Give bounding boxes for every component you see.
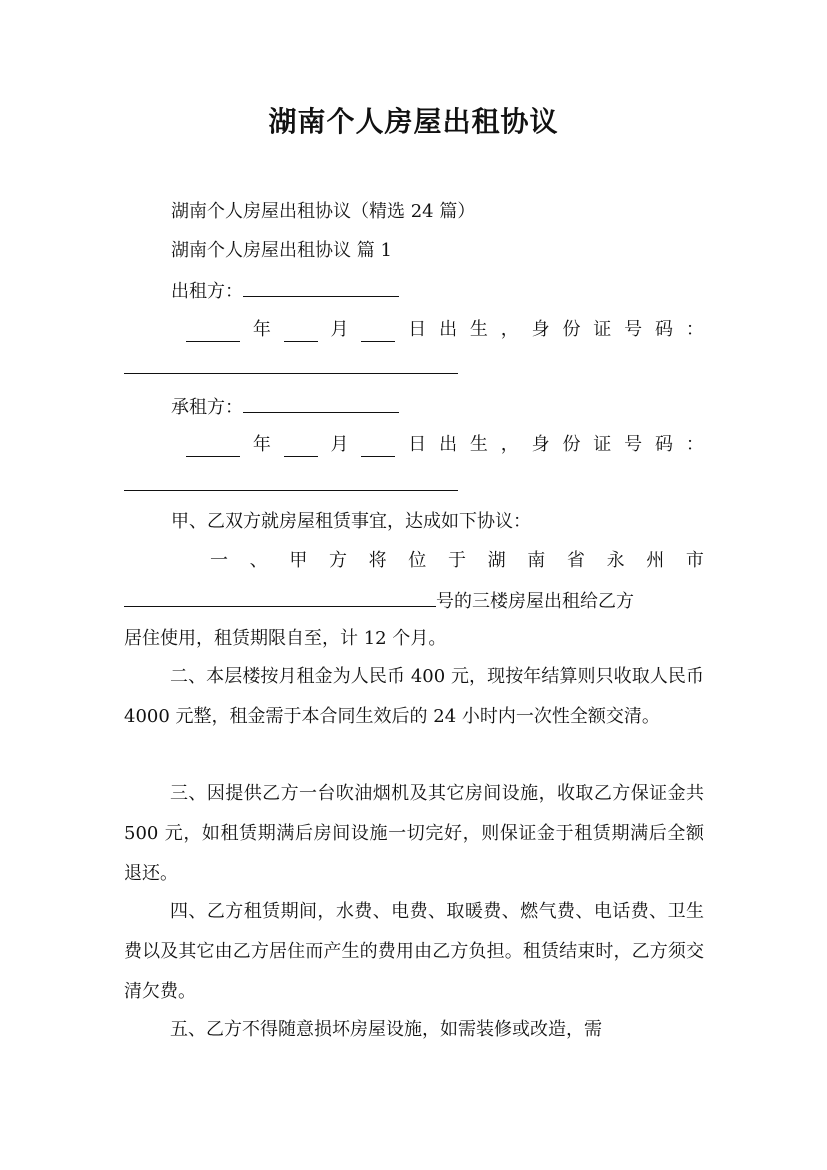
clause1-part: 位 <box>408 550 427 571</box>
lessor-year-blank <box>186 323 240 342</box>
clause1-line2 <box>124 588 704 614</box>
lessee-birth-line <box>124 433 704 457</box>
clause1-part: 一 <box>210 550 228 571</box>
birth-part: 出 <box>439 434 458 455</box>
birth-part: 年 <box>252 434 271 455</box>
clause1-line3: 居住使用，租赁期限自至，计 12 个月。 <box>124 628 447 649</box>
clause-3: 三、因提供乙方一台吹油烟机及其它房间设施，收取乙方保证金共 500 元，如租赁期满后房间设施一切完好，则保证金于租赁期满后全额退还。 <box>124 783 704 884</box>
clause1-part: 南 <box>527 550 546 571</box>
clause1-part: 、 <box>249 550 268 571</box>
lessor-day-blank <box>361 323 395 342</box>
birth-part: 份 <box>562 319 581 340</box>
clause1-part: 省 <box>566 550 585 571</box>
clause-5: 五、乙方不得随意损坏房屋设施，如需装修或改造，需 <box>170 1019 602 1040</box>
lessee-label: 承租方： <box>171 397 243 418</box>
birth-part: 身 <box>531 434 550 455</box>
lessee-id-line <box>124 472 458 498</box>
lessee-name-blank <box>243 394 399 413</box>
clause-2: 二、本层楼按月租金为人民币 400 元，现按年结算则只收取人民币 4000 元整，租金需于本合同生效后的 24 小时内一次性全额交清。 <box>124 666 704 727</box>
lessor-label: 出租方： <box>171 281 243 302</box>
birth-part: 日 <box>408 434 427 455</box>
lessor-line <box>171 278 399 304</box>
birth-part: 日 <box>408 319 427 340</box>
clause1-part: 湖 <box>487 550 506 571</box>
clause1-part: 永 <box>606 550 625 571</box>
birth-part: 月 <box>330 434 349 455</box>
lessor-month-blank <box>284 323 318 342</box>
birth-part: 码 <box>654 434 673 455</box>
section-heading: 湖南个人房屋出租协议 篇 1 <box>171 240 392 261</box>
clause-4: 四、乙方租赁期间，水费、电费、取暖费、燃气费、电话费、卫生费以及其它由乙方居住而产生的费用由乙方负担。租赁结束时，乙方须交清欠费。 <box>124 901 704 1002</box>
birth-part: 号 <box>624 434 643 455</box>
document-title: 湖南个人房屋出租协议 <box>268 105 559 138</box>
birth-part: ， <box>500 319 519 340</box>
clause1-part: 州 <box>646 550 665 571</box>
lessor-name-blank <box>243 278 399 297</box>
birth-part: 生 <box>469 434 488 455</box>
lessor-id-line <box>124 355 458 381</box>
birth-part: 月 <box>330 319 349 340</box>
birth-part: ， <box>500 434 519 455</box>
birth-part: 份 <box>562 434 581 455</box>
birth-part: ： <box>685 319 704 340</box>
clause1-line1 <box>124 549 704 573</box>
birth-part: 证 <box>593 434 612 455</box>
document-subtitle: 湖南个人房屋出租协议（精选 24 篇） <box>171 201 476 222</box>
clause1-line2-text: 号的三楼房屋出租给乙方 <box>436 591 634 612</box>
lessee-id-blank <box>124 472 458 491</box>
birth-part: 年 <box>252 319 271 340</box>
birth-part: 生 <box>469 319 488 340</box>
birth-part: 号 <box>624 319 643 340</box>
birth-part: 身 <box>531 319 550 340</box>
lessee-day-blank <box>361 438 395 457</box>
clause1-part: 甲 <box>289 550 308 571</box>
address-blank <box>124 588 436 607</box>
clause1-part: 于 <box>447 550 466 571</box>
lessor-id-blank <box>124 355 458 374</box>
birth-part: ： <box>685 434 704 455</box>
clause1-part: 将 <box>368 550 387 571</box>
birth-part: 码 <box>654 319 673 340</box>
lessee-line <box>171 394 399 420</box>
clause1-part: 市 <box>685 550 704 571</box>
lessor-birth-line <box>124 318 704 342</box>
birth-part: 出 <box>439 319 458 340</box>
lessee-year-blank <box>186 438 240 457</box>
clause1-part: 方 <box>328 550 347 571</box>
birth-part: 证 <box>593 319 612 340</box>
lessee-month-blank <box>284 438 318 457</box>
agreement-intro: 甲、乙双方就房屋租赁事宜，达成如下协议： <box>171 511 531 532</box>
